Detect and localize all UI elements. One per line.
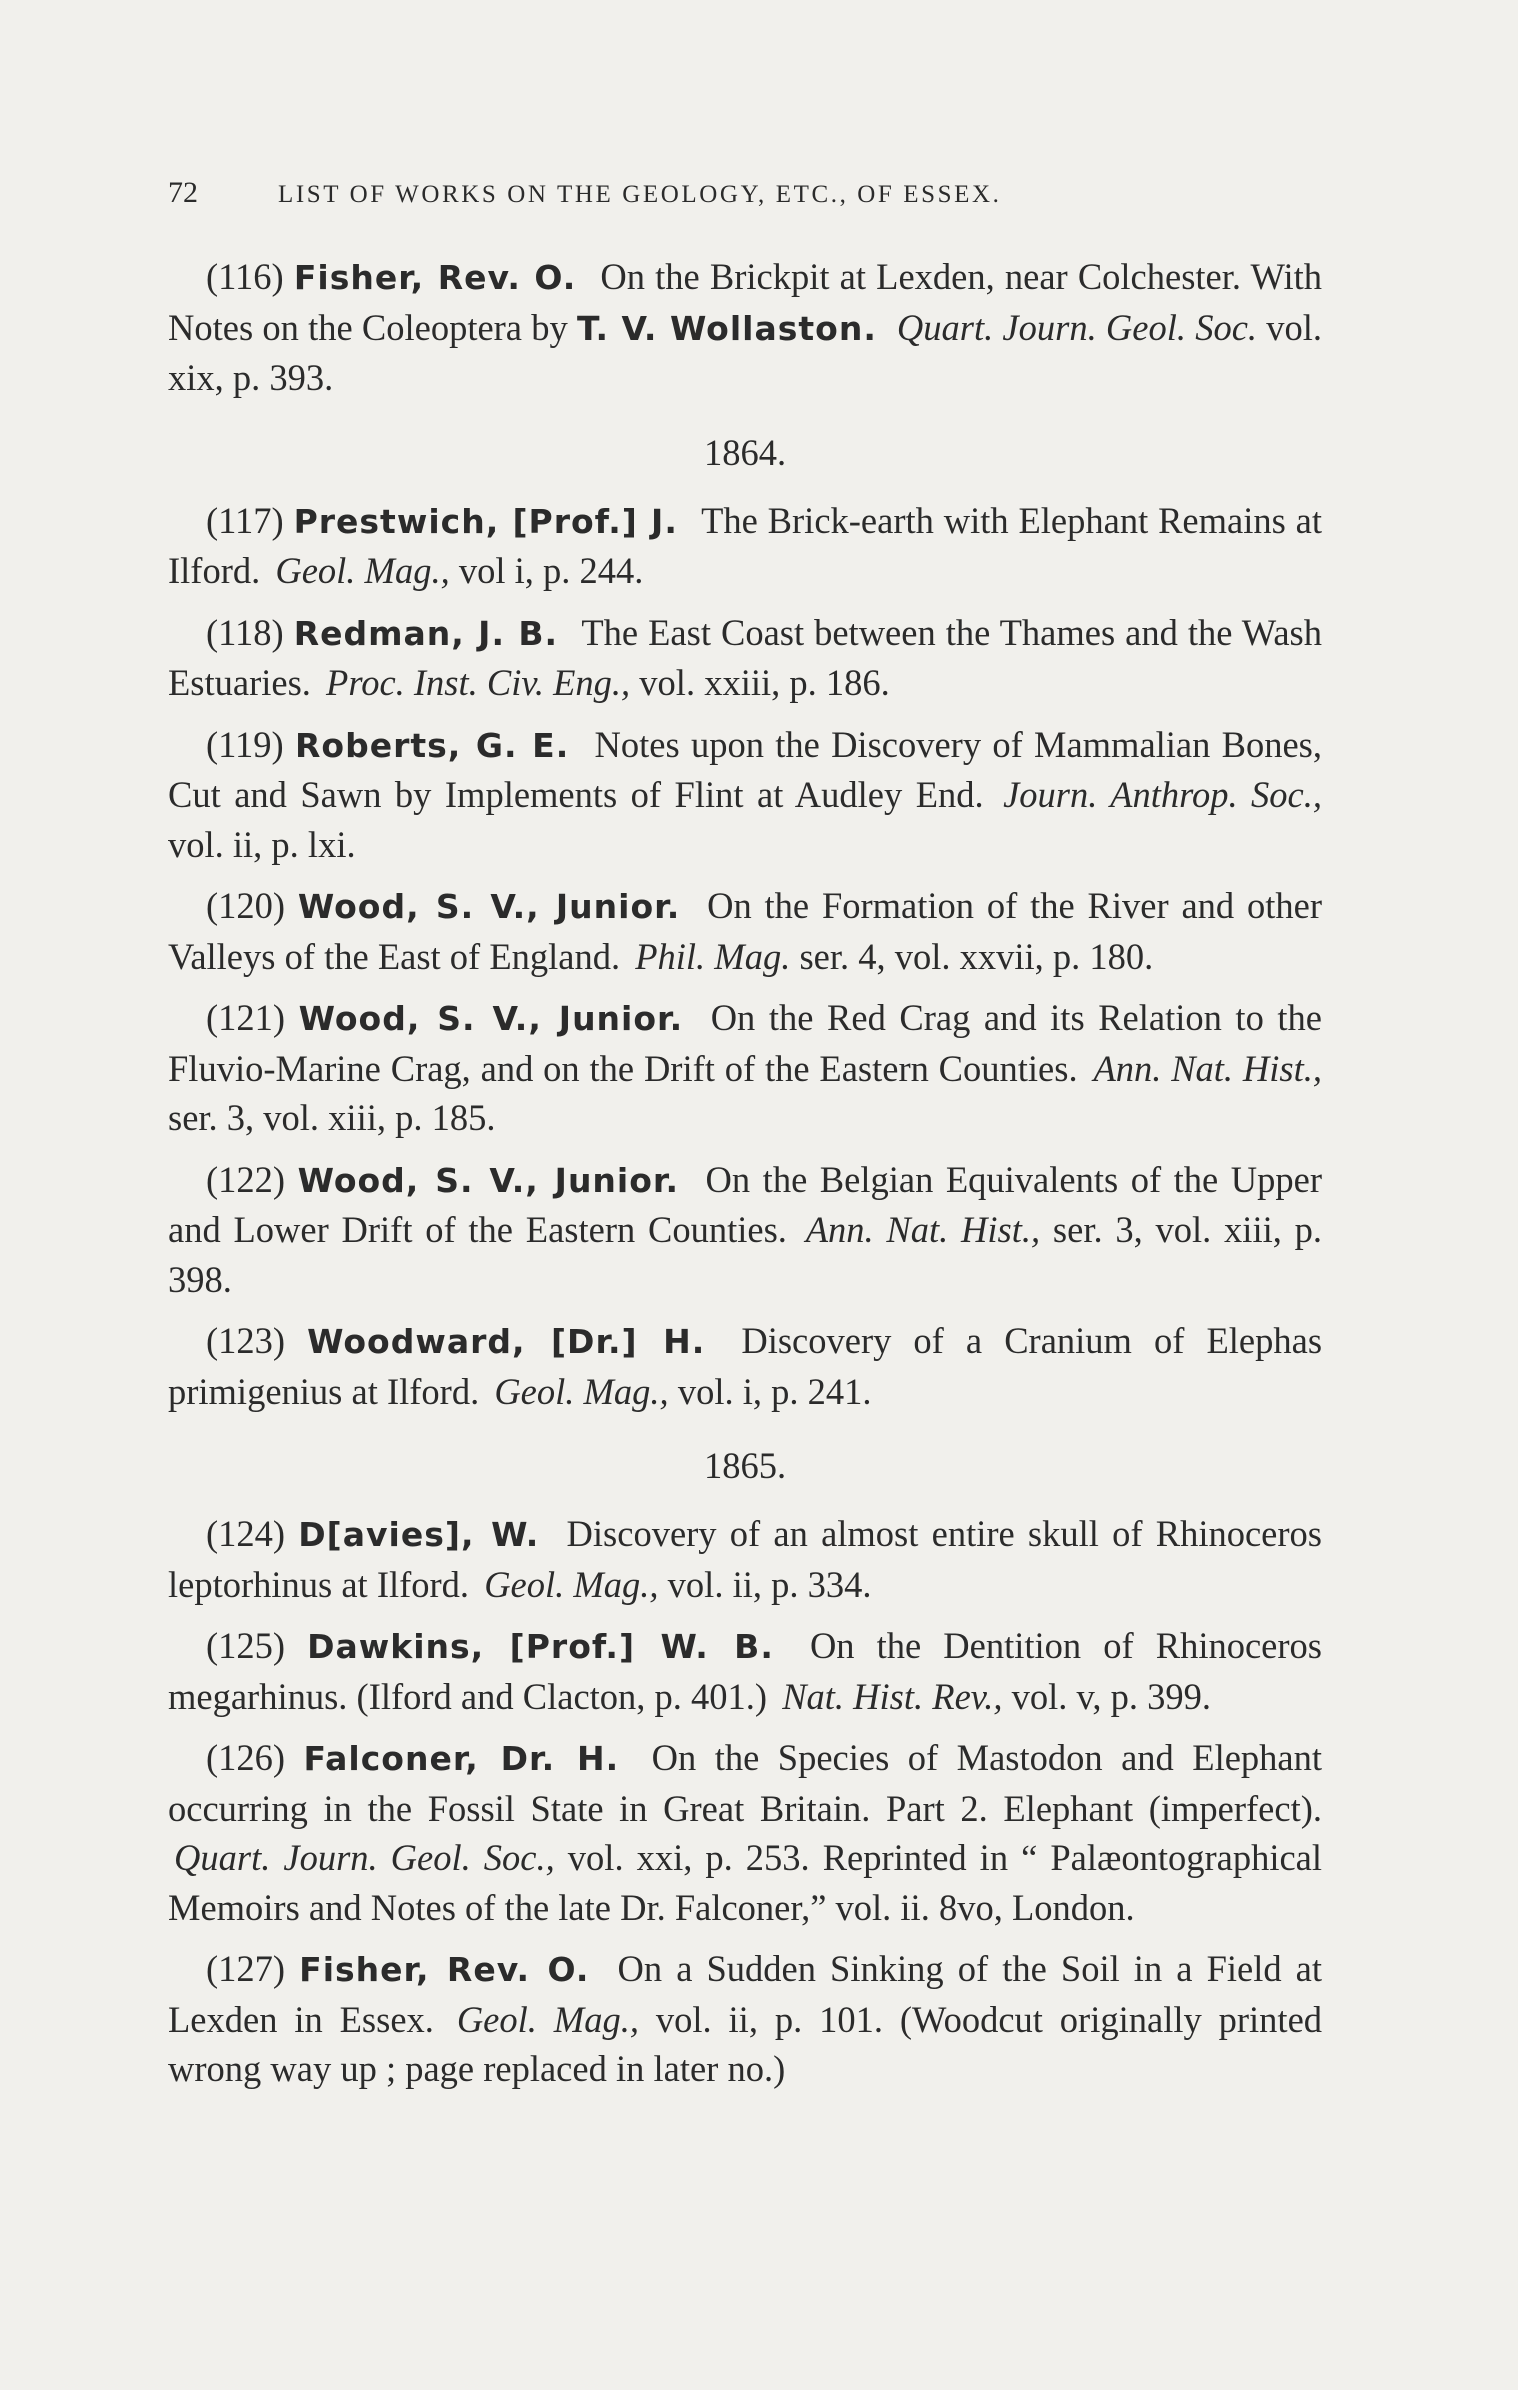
entry-title-author: T. V. Wollaston. [576,308,877,348]
section-1864 [168,431,1322,1417]
entry-author: Wood, S. V., Junior. [298,999,684,1038]
entry-reference: vol i, p. 244. [458,550,644,591]
bibliography-entry-127 [168,1944,1322,2094]
running-header [168,176,1322,210]
entry-title: On the Species of Mastodon and Elephant occurring in the Fossil State in Great Britain. Part 2. Elephant (imperfect). [168,1737,1323,1829]
entry-reference: ser. 3, vol. xiii, p. 398. [168,1209,1323,1300]
section-1865 [168,1444,1322,2094]
running-title: LIST OF WORKS ON THE GEOLOGY, ETC., OF ESSEX. [278,181,1002,208]
entry-title: The Brick-earth with Elephant Remains at Ilford. [168,499,1322,591]
entry-title: On the Dentition of Rhinoceros megarhinus. (Ilford and Clacton, p. 401.) [168,1625,1322,1717]
bibliography-entry-119 [168,720,1322,870]
entry-number: (117) [206,499,284,541]
entry-reference: vol. xix, p. 393. [168,306,1323,398]
bibliography-entry-118 [168,608,1322,708]
entry-source: Journ. Anthrop. Soc., [1003,774,1323,815]
entry-reference: vol. ii, p. 101. (Woodcut originally printed wrong way up ; page replaced in later no.) [168,1998,1323,2089]
entry-number: (123) [206,1320,286,1361]
entry-reference: vol. xxiii, p. 186. [639,662,890,703]
entry-author: Dawkins, [Prof.] W. B. [307,1627,774,1666]
entry-number: (121) [206,997,286,1038]
bibliography-entry-126 [168,1733,1322,1932]
entry-reference: ser. 4, vol. xxvii, p. 180. [799,935,1154,977]
entry-author: D[avies], W. [298,1515,540,1554]
entry-author: Falconer, Dr. H. [303,1739,620,1778]
bibliography-entry-121 [168,993,1322,1143]
bibliography-entry-122 [168,1155,1322,1305]
entry-source: Geol. Mag., [456,1998,639,2040]
entry-author: Fisher, Rev. O. [299,1950,590,1989]
entry-source: Ann. Nat. Hist., [805,1209,1041,1250]
entry-source: Geol. Mag., [484,1563,659,1605]
bibliography-entry-125 [168,1621,1322,1721]
year-heading: 1865. [703,1445,787,1486]
entry-source: Phil. Mag. [635,935,791,977]
entry-reference: vol. ii, p. 334. [667,1563,872,1605]
entry-reference: vol. v, p. 399. [1011,1675,1212,1717]
entry-source: Nat. Hist. Rev., [782,1675,1003,1717]
year-heading: 1864. [703,431,787,473]
entry-author: Fisher, Rev. O. [293,258,577,297]
entry-title: The East Coast between the Thames and the Wash Estuaries. [168,611,1322,703]
entry-number: (120) [206,885,286,926]
entry-reference: vol. ii, p. lxi. [168,823,356,865]
entry-author: Wood, S. V., Junior. [297,887,681,926]
entry-source: Proc. Inst. Civ. Eng., [326,662,631,703]
entry-source: Geol. Mag., [494,1370,669,1412]
entry-reference: vol. xxi, p. 253. Reprinted in “ Palæontographical Memoirs and Notes of the late Dr. Falconer,” vol. ii. 8vo, London. [168,1837,1323,1928]
entry-reference: ser. 3, vol. xiii, p. 185. [168,1097,496,1138]
entry-number: (122) [206,1158,286,1200]
entry-source: Quart. Journ. Geol. Soc., [174,1837,555,1878]
entry-title: On a Sudden Sinking of the Soil in a Field at Lexden in Essex. [168,1948,1323,2040]
entry-number: (125) [206,1625,286,1666]
entry-title: Discovery of an almost entire skull of Rhinoceros leptorhinus at Ilford. [168,1513,1322,1605]
entry-author: Redman, J. B. [293,613,559,653]
bibliography-entry-120 [168,881,1322,981]
bibliography-entry-116 [168,252,1322,403]
entry-number: (124) [206,1513,286,1554]
bibliography-entry-124 [168,1509,1322,1609]
entry-author: Woodward, [Dr.] H. [307,1322,706,1361]
entry-title: Discovery of a Cranium of Elephas primigenius at Ilford. [168,1320,1323,1412]
entry-author: Prestwich, [Prof.] J. [293,501,678,541]
entry-source: Geol. Mag., [275,550,450,591]
section-pre-1864 [168,252,1322,403]
entry-title: On the Belgian Equivalents of the Upper and Lower Drift of the Eastern Counties. [168,1158,1322,1250]
entry-source: Quart. Journ. Geol. Soc. [896,306,1258,348]
entry-reference: vol. i, p. 241. [677,1370,872,1412]
entry-number: (116) [206,256,284,297]
entry-title: On the Formation of the River and other Valleys of the East of England. [168,885,1323,977]
entry-number: (127) [206,1948,286,1989]
entry-source: Ann. Nat. Hist., [1093,1047,1322,1089]
entry-author: Wood, S. V., Junior. [297,1160,680,1200]
entry-title: On the Brickpit at Lexden, near Colchester. With Notes on the Coleoptera by [168,256,1323,348]
entry-number: (119) [206,723,284,765]
entry-number: (118) [206,611,284,653]
page-number: 72 [168,176,198,209]
entry-title: Notes upon the Discovery of Mammalian Bones, Cut and Sawn by Implements of Flint at Audley End. [168,723,1323,815]
entry-author: Roberts, G. E. [294,725,570,765]
bibliography-entry-117 [168,496,1322,596]
entry-number: (126) [206,1737,286,1778]
bibliography-entry-123 [168,1316,1322,1416]
entry-title: On the Red Crag and its Relation to the Fluvio-Marine Crag, and on the Drift of the Eastern Counties. [168,997,1322,1089]
